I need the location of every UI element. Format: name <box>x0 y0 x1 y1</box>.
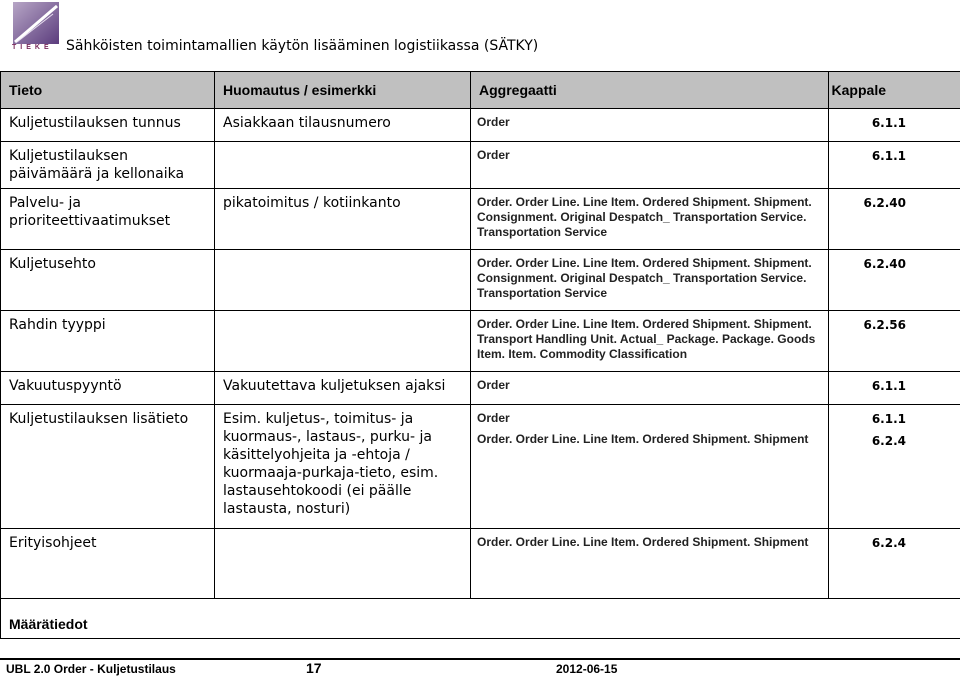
cell-tieto: Rahdin tyyppi <box>1 311 215 372</box>
cell-aggregaatti: Order. Order Line. Line Item. Ordered Shipment. Shipment <box>471 529 829 599</box>
kappale-line: 6.1.1 <box>871 412 906 426</box>
cell-huomautus <box>215 311 471 372</box>
cell-kappale: 6.2.40 <box>829 189 960 250</box>
cell-kappale: 6.1.1 <box>829 372 960 405</box>
cell-huomautus: Asiakkaan tilausnumero <box>215 109 471 142</box>
cell-huomautus <box>215 529 471 599</box>
cell-kappale: 6.2.40 <box>829 250 960 311</box>
footer-document-name: UBL 2.0 Order - Kuljetustilaus <box>6 662 176 676</box>
page-header <box>0 0 960 70</box>
cell-tieto: Vakuutuspyyntö <box>1 372 215 405</box>
column-header-tieto: Tieto <box>1 72 215 109</box>
section-heading: Määrätiedot <box>1 599 960 639</box>
column-header-huomautus: Huomautus / esimerkki <box>215 72 471 109</box>
cell-huomautus: Esim. kuljetus-, toimitus- ja kuormaus-, lastaus-, purku- ja käsittelyohjeita ja -ehtoja / kuormaaja-purkaja-tieto, esim. lastausehtokoodi (ei päälle lastausta, nosturi) <box>215 405 471 529</box>
cell-aggregaatti: Order <box>471 142 829 189</box>
table-row <box>1 372 960 405</box>
data-table <box>0 71 960 639</box>
cell-kappale: 6.1.1 <box>829 142 960 189</box>
cell-huomautus: pikatoimitus / kotiinkanto <box>215 189 471 250</box>
table-row <box>1 405 960 529</box>
table-row <box>1 529 960 599</box>
cell-aggregaatti: Order. Order Line. Line Item. Ordered Shipment. Shipment. Transport Handling Unit. Actual_ Package. Package. Goods Item. Item. Commodity Classification <box>471 311 829 372</box>
table-row <box>1 250 960 311</box>
cell-tieto: Kuljetusehto <box>1 250 215 311</box>
footer-date: 2012-06-15 <box>556 662 618 676</box>
cell-huomautus: Vakuutettava kuljetuksen ajaksi <box>215 372 471 405</box>
cell-kappale: 6.1.1 <box>829 109 960 142</box>
aggregaatti-line: Order. Order Line. Line Item. Ordered Shipment. Shipment <box>477 432 809 446</box>
table-row <box>1 109 960 142</box>
kappale-line: 6.2.4 <box>871 434 906 448</box>
cell-kappale: 6.2.4 <box>829 529 960 599</box>
cell-tieto: Kuljetustilauksen päivämäärä ja kellonaika <box>1 142 215 189</box>
aggregaatti-line: Order <box>477 411 510 425</box>
cell-huomautus <box>215 250 471 311</box>
cell-huomautus <box>215 142 471 189</box>
table-row <box>1 311 960 372</box>
cell-aggregaatti: Order. Order Line. Line Item. Ordered Shipment. Shipment. Consignment. Original Despatch_ Transportation Service. Transportation Service <box>471 250 829 311</box>
cell-tieto: Erityisohjeet <box>1 529 215 599</box>
cell-aggregaatti: Order <box>471 109 829 142</box>
column-header-aggregaatti: Aggregaatti <box>471 72 829 109</box>
cell-aggregaatti: Order. Order Line. Line Item. Ordered Shipment. Shipment. Consignment. Original Despatch_ Transportation Service. Transportation Service <box>471 189 829 250</box>
cell-aggregaatti <box>471 405 829 529</box>
cell-aggregaatti: Order <box>471 372 829 405</box>
cell-kappale: 6.2.56 <box>829 311 960 372</box>
table-row <box>1 142 960 189</box>
logo-wordmark: TIEKE <box>12 44 53 51</box>
table-row <box>1 189 960 250</box>
column-header-kappale: Kappale <box>829 72 960 109</box>
table-header-row <box>1 72 960 109</box>
cell-kappale <box>829 405 960 529</box>
footer-divider <box>0 658 960 660</box>
document-title: Sähköisten toimintamallien käytön lisääminen logistiikassa (SÄTKY) <box>66 38 539 54</box>
tieke-logo-icon <box>13 2 59 44</box>
table-row-section <box>1 599 960 639</box>
cell-tieto: Kuljetustilauksen lisätieto <box>1 405 215 529</box>
footer-page-number: 17 <box>306 660 322 676</box>
cell-tieto: Kuljetustilauksen tunnus <box>1 109 215 142</box>
cell-tieto: Palvelu- ja prioriteettivaatimukset <box>1 189 215 250</box>
